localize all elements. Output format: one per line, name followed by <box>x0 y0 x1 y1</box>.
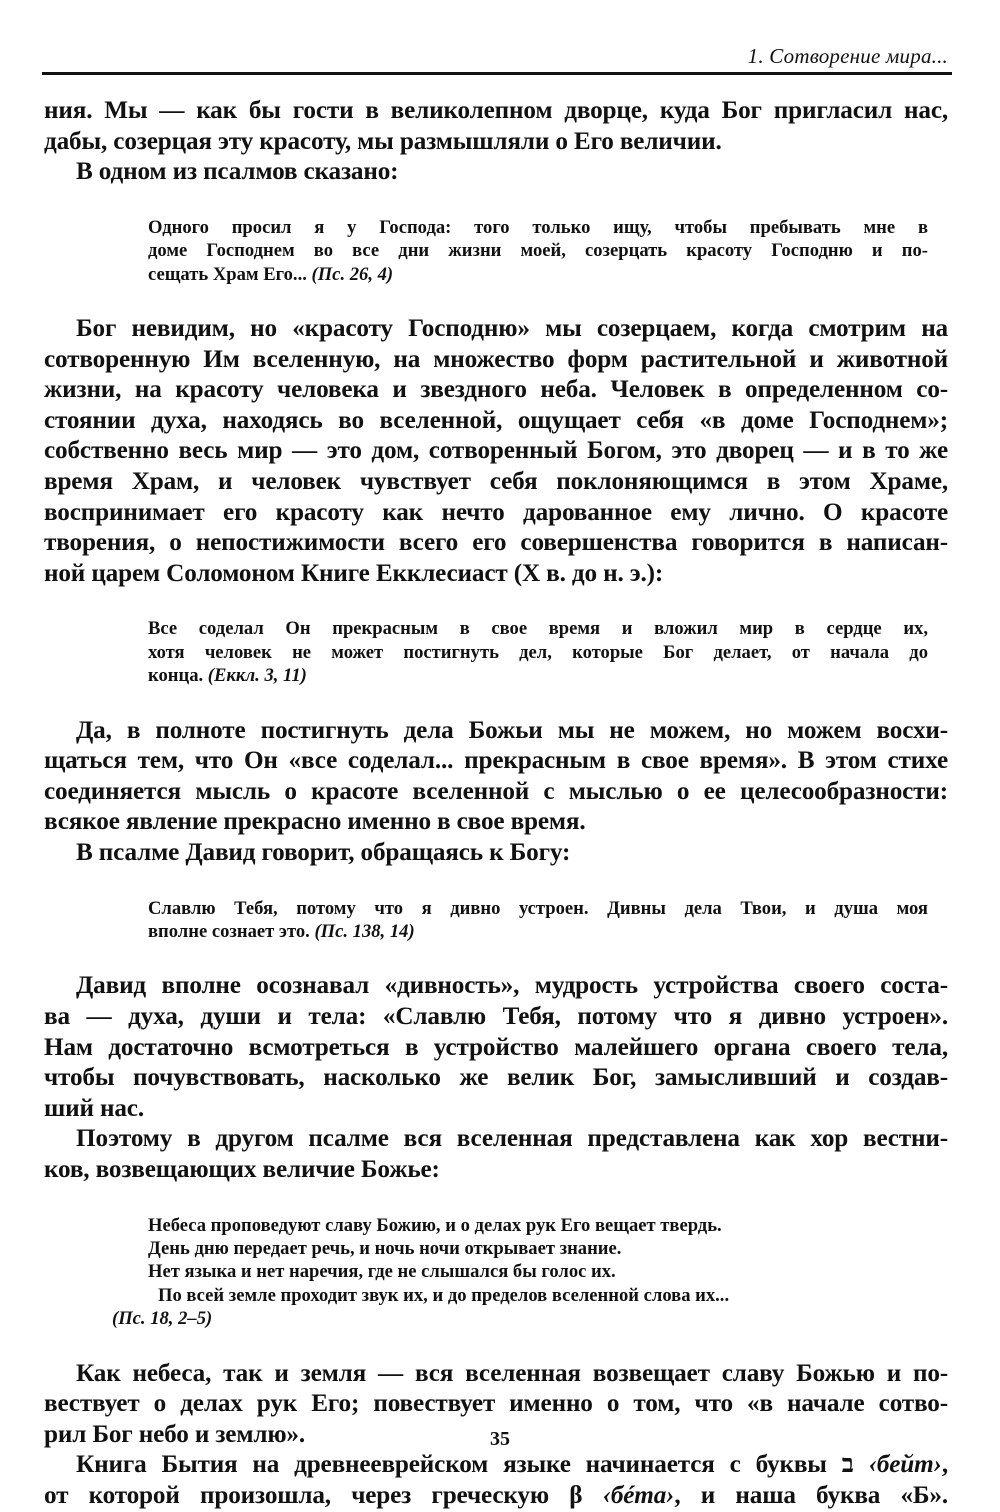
text-segment: и наша буква «Б». <box>700 1481 949 1509</box>
text-line: ния. Мы — как бы гости в великолепном дворце, куда Бог пригласил нас, <box>44 97 948 124</box>
quote-line: доме Господнем во все дни жизни моей, созерцать красоту Господню и по- <box>148 240 928 262</box>
text-line: Да, в полноте постигнуть дела Божьи мы не можем, но можем восхи- <box>76 716 948 744</box>
paragraph-3 <box>44 314 948 589</box>
quote-line <box>148 664 928 687</box>
scripture-reference: (Еккл. 3, 11) <box>207 665 307 687</box>
body-text <box>44 96 948 1512</box>
paragraph-4 <box>44 716 948 838</box>
quote-line: День дню передает речь, и ночь ночи открывает знание. <box>148 1237 622 1259</box>
text-line: Поэтому в другом псалме вся вселенная представлена как хор вестни- <box>76 1125 948 1153</box>
text-line: стоянии духа, находясь во вселенной, ощущает себя «в доме Господнем»; <box>44 406 948 434</box>
paragraph-2: В одном из псалмов сказано: <box>76 158 399 186</box>
scripture-reference: (Пс. 26, 4) <box>311 263 394 285</box>
paragraph-6 <box>44 971 948 1124</box>
text-line: время Храм, и человек чувствует себя поклоняющимся в этом Храме, <box>44 467 948 495</box>
quote-text: сещать Храм Его... <box>148 263 307 285</box>
text-line: собственно весь мир — это дом, сотворенный Богом, это дворец — и в то же <box>44 437 948 465</box>
text-line: ва — духа, души и тела: «Славлю Тебя, потому что я дивно устроен». <box>44 1002 948 1030</box>
quote-text: вполне сознает это. <box>148 920 310 942</box>
quote-3 <box>44 897 948 944</box>
paragraph-7 <box>44 1124 948 1185</box>
text-line: чтобы почувствовать, насколько же велик Бог, замысливший и создав- <box>44 1064 948 1092</box>
quote-1 <box>44 216 948 286</box>
quote-line: Небеса проповедуют славу Божию, и о делах рук Его вещает твердь. <box>148 1214 722 1236</box>
page-number: 35 <box>490 1428 510 1450</box>
quote-text: конца. <box>148 665 204 687</box>
paragraph-1 <box>44 96 948 157</box>
text-segment: Книга Бытия на древнееврейском языке начинается с буквы <box>76 1451 827 1479</box>
quote-line: Все соделал Он прекрасным в свое время и вложил мир в сердце их, <box>148 618 928 640</box>
text-line: рил Бог небо и землю». <box>44 1420 306 1448</box>
text-line: сотворенную Им вселенную, на множество форм растительной и животной <box>44 345 948 373</box>
text-line: Нам достаточно всмотреться в устройство малейшего органа своего тела, <box>44 1033 948 1061</box>
text-line: Бог невидим, но «красоту Господню» мы созерцаем, когда смотрим на <box>76 315 948 342</box>
paragraph-9 <box>44 1450 948 1511</box>
text-line: Давид вполне осознавал «дивность», мудрость устройства своего соста- <box>76 972 948 1000</box>
greek-letter: β <box>569 1481 583 1509</box>
text-line: всякое явление прекрасно именно в свое время. <box>44 808 586 836</box>
quote-line: Одного просил я у Господа: того только ищу, чтобы пребывать мне в <box>148 216 928 238</box>
scripture-reference: (Пс. 18, 2–5) <box>112 1308 213 1330</box>
quote-line <box>148 920 928 943</box>
quote-line: Нет языка и нет наречия, где не слышался бы голос их. <box>148 1261 616 1283</box>
text-line: от которой произошла, через греческую β ‹бéта›, и наша буква «Б». <box>44 1481 949 1509</box>
running-head: 1. Сотворение мира... <box>747 44 948 68</box>
text-line: вествует о делах рук Его; повествует именно о том, что «в начале сотво- <box>44 1390 948 1418</box>
paragraph-5: В псалме Давид говорит, обращаясь к Богу: <box>76 838 571 866</box>
hebrew-letter: ב <box>841 1451 854 1479</box>
text-line: щаться тем, что Он «все соделал... прекрасным в свое время». В этом стихе <box>44 747 948 775</box>
header-rule <box>42 72 952 75</box>
quote-2 <box>44 617 948 687</box>
text-line: дабы, созерцая эту красоту, мы размышляли о Его величии. <box>44 127 722 155</box>
quote-line <box>148 263 928 286</box>
text-line: творения, о непостижимости всего его совершенства говорится в написан- <box>44 529 948 557</box>
text-line: воспринимает его красоту как нечто дарованное ему лично. О красоте <box>44 498 948 526</box>
text-line: жизни, на красоту человека и звездного неба. Человек в определенном со- <box>44 376 948 404</box>
text-line: ший нас. <box>44 1094 144 1122</box>
text-segment: от которой произошла, через греческую <box>44 1481 549 1509</box>
text-line: ков, возвещающих величие Божье: <box>44 1155 440 1183</box>
text-line: ной царем Соломоном Книге Екклесиаст (X в. до н. э.): <box>44 559 664 587</box>
transliteration: ‹бéта› <box>602 1481 675 1509</box>
scripture-reference: (Пс. 138, 14) <box>314 920 415 942</box>
quote-line: Славлю Тебя, потому что я дивно устроен. Дивны дела Твои, и душа моя <box>148 897 928 919</box>
text-line: Книга Бытия на древнееврейском языке начинается с буквы ב ‹бейт›, <box>76 1451 948 1479</box>
quote-line: хотя человек не может постигнуть дел, которые Бог делает, от начала до <box>148 641 928 663</box>
transliteration: ‹бейт› <box>868 1451 942 1479</box>
quote-4 <box>44 1214 948 1331</box>
text-line: Как небеса, так и земля — вся вселенная возвещает славу Божью и по- <box>76 1359 948 1387</box>
quote-line: По всей земле проходит звук их, и до пределов вселенной слова их... <box>158 1284 730 1306</box>
text-line: соединяется мысль о красоте вселенной с мыслью о ее целесообразности: <box>44 777 948 805</box>
